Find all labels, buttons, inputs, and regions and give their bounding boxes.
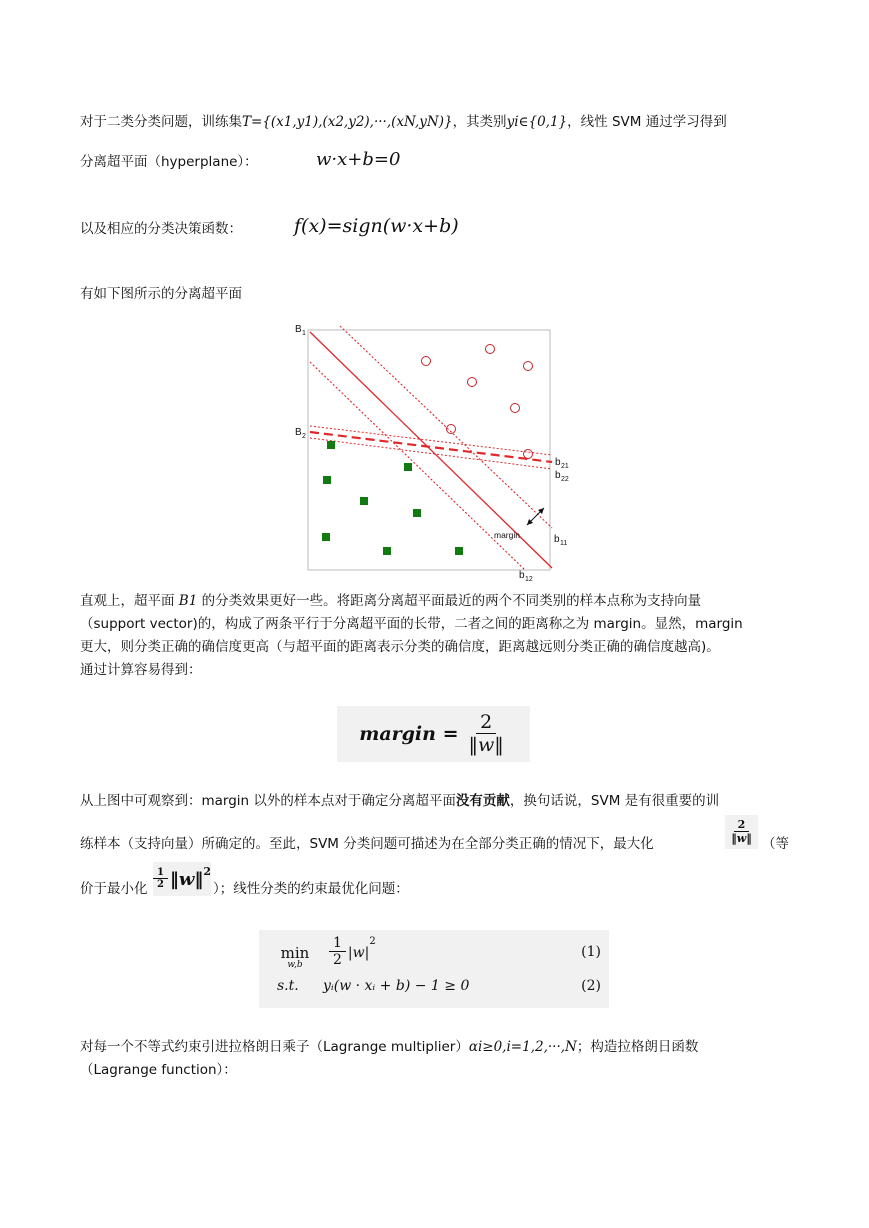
label-margin: margin	[494, 530, 520, 540]
para3-line3-start: 价于最小化	[80, 881, 148, 897]
b1-symbol: B1	[178, 593, 198, 609]
para3-line1	[80, 790, 719, 812]
min-label: min	[280, 944, 310, 962]
para4-text: ；构造拉格朗日函数	[576, 1039, 699, 1055]
sample-square	[360, 497, 368, 505]
objective-exp: 2	[369, 936, 376, 947]
intro-paragraph	[80, 111, 727, 133]
constraint-expr: yᵢ(w · xᵢ + b) − 1 ≥ 0	[323, 978, 470, 994]
decision-label: 以及相应的分类决策函数：	[80, 221, 242, 237]
para2-text: 的分类效果更好一些。将距离分离超平面最近的两个不同类别的样本点称为支持向量	[201, 593, 702, 609]
half-den: 2	[156, 879, 164, 890]
intro-middle: ，其类别	[452, 114, 507, 130]
sample-square	[383, 547, 391, 555]
para3-line2-end: （等	[762, 836, 789, 852]
objective	[329, 936, 376, 969]
figure-intro: 有如下图所示的分离超平面	[80, 286, 242, 302]
label-set-formula: yi∈{0,1}	[506, 114, 568, 130]
inline-fraction-den: ‖w‖	[731, 831, 752, 845]
para4-line1	[80, 1036, 698, 1058]
label-b2-main: B	[295, 427, 302, 438]
half-num: 1	[153, 867, 168, 879]
intro-prefix: 对于二类分类问题，训练集	[80, 114, 242, 130]
para4-line2: （Lagrange function）：	[80, 1062, 237, 1078]
sample-square	[322, 533, 330, 541]
para3-line2: 练样本（支持向量）所确定的。至此，SVM 分类问题可描述为在全部分类正确的情况下，最大化	[80, 836, 654, 852]
para2-line3: 更大，则分类正确的确信度更高（与超平面的距离表示分类的确信度，距离越远则分类正确的确信度越高)。	[80, 639, 720, 655]
inline-fraction-box	[725, 815, 758, 849]
label-b12-sub: 12	[525, 576, 533, 583]
lagrange-multiplier-formula: αi≥0,i=1,2,···,N	[468, 1039, 577, 1055]
sample-square	[413, 509, 421, 517]
decision-formula: f(x)=sign(w·x+b)	[294, 215, 459, 237]
label-b1-main: B	[295, 324, 302, 335]
equation-tag-1: (1)	[581, 944, 601, 960]
half-norm-box	[153, 862, 211, 896]
sample-square	[404, 463, 412, 471]
objective-expr: |w|	[347, 944, 370, 961]
margin-formula-num: 2	[476, 712, 496, 734]
sample-square	[323, 476, 331, 484]
para2-line1	[80, 590, 701, 612]
min-operator	[279, 944, 311, 970]
para2-text: 直观上，超平面	[80, 593, 175, 609]
label-b11-sub: 11	[560, 540, 568, 547]
hyperplane-formula: w·x+b=0	[316, 149, 401, 170]
label-b12-main: b	[519, 570, 525, 581]
half-fraction	[153, 867, 168, 891]
label-b21-sub: 21	[561, 463, 569, 470]
hyperplane-label: 分离超平面（hyperplane）：	[80, 154, 258, 170]
label-b21-main: b	[555, 457, 561, 468]
objective-fraction	[329, 936, 346, 969]
min-subscript: w,b	[287, 960, 303, 970]
optimization-box	[259, 930, 609, 1008]
inline-fraction	[727, 819, 755, 845]
margin-formula-den: ‖w‖	[468, 733, 504, 756]
intro-suffix: ，线性 SVM 通过学习得到	[567, 114, 727, 130]
sample-square	[327, 441, 335, 449]
para3-text: ，换句话说，SVM 是有很重要的训	[509, 793, 720, 809]
margin-formula-box	[337, 706, 530, 762]
svm-hyperplane-figure	[290, 318, 580, 590]
margin-formula-lhs: margin =	[359, 723, 459, 745]
para3-text: 从上图中可观察到：margin 以外的样本点对于确定分离超平面	[80, 793, 456, 809]
objective-num: 1	[329, 936, 346, 952]
half-exp: 2	[203, 865, 212, 878]
equation-tag-2: (2)	[581, 978, 601, 994]
subject-to-label: s.t.	[277, 978, 299, 994]
margin-formula-fraction	[465, 712, 508, 757]
para3-bold-text: 没有贡献	[455, 793, 510, 809]
inline-fraction-num: 2	[734, 819, 750, 832]
label-b1-sub: 1	[302, 330, 306, 337]
para4-text: 对每一个不等式约束引进拉格朗日乘子（Lagrange multiplier）	[80, 1039, 469, 1055]
para2-line4: 通过计算容易得到：	[80, 662, 202, 678]
training-set-formula: T={(x1,y1),(x2,y2),···,(xN,yN)}	[242, 114, 453, 130]
half-norm: ‖w‖	[169, 868, 204, 890]
label-b22-main: b	[555, 470, 561, 481]
para2-line2: （support vector)的，构成了两条平行于分离超平面的长带，二者之间的距离称之为 margin。显然，margin	[80, 616, 743, 632]
label-b2-sub: 2	[302, 433, 306, 440]
label-b11-main: b	[554, 534, 560, 545]
para3-line3-end: ）；线性分类的约束最优化问题：	[213, 881, 409, 897]
objective-den: 2	[333, 952, 342, 969]
sample-square	[455, 547, 463, 555]
label-b22-sub: 22	[561, 476, 569, 483]
